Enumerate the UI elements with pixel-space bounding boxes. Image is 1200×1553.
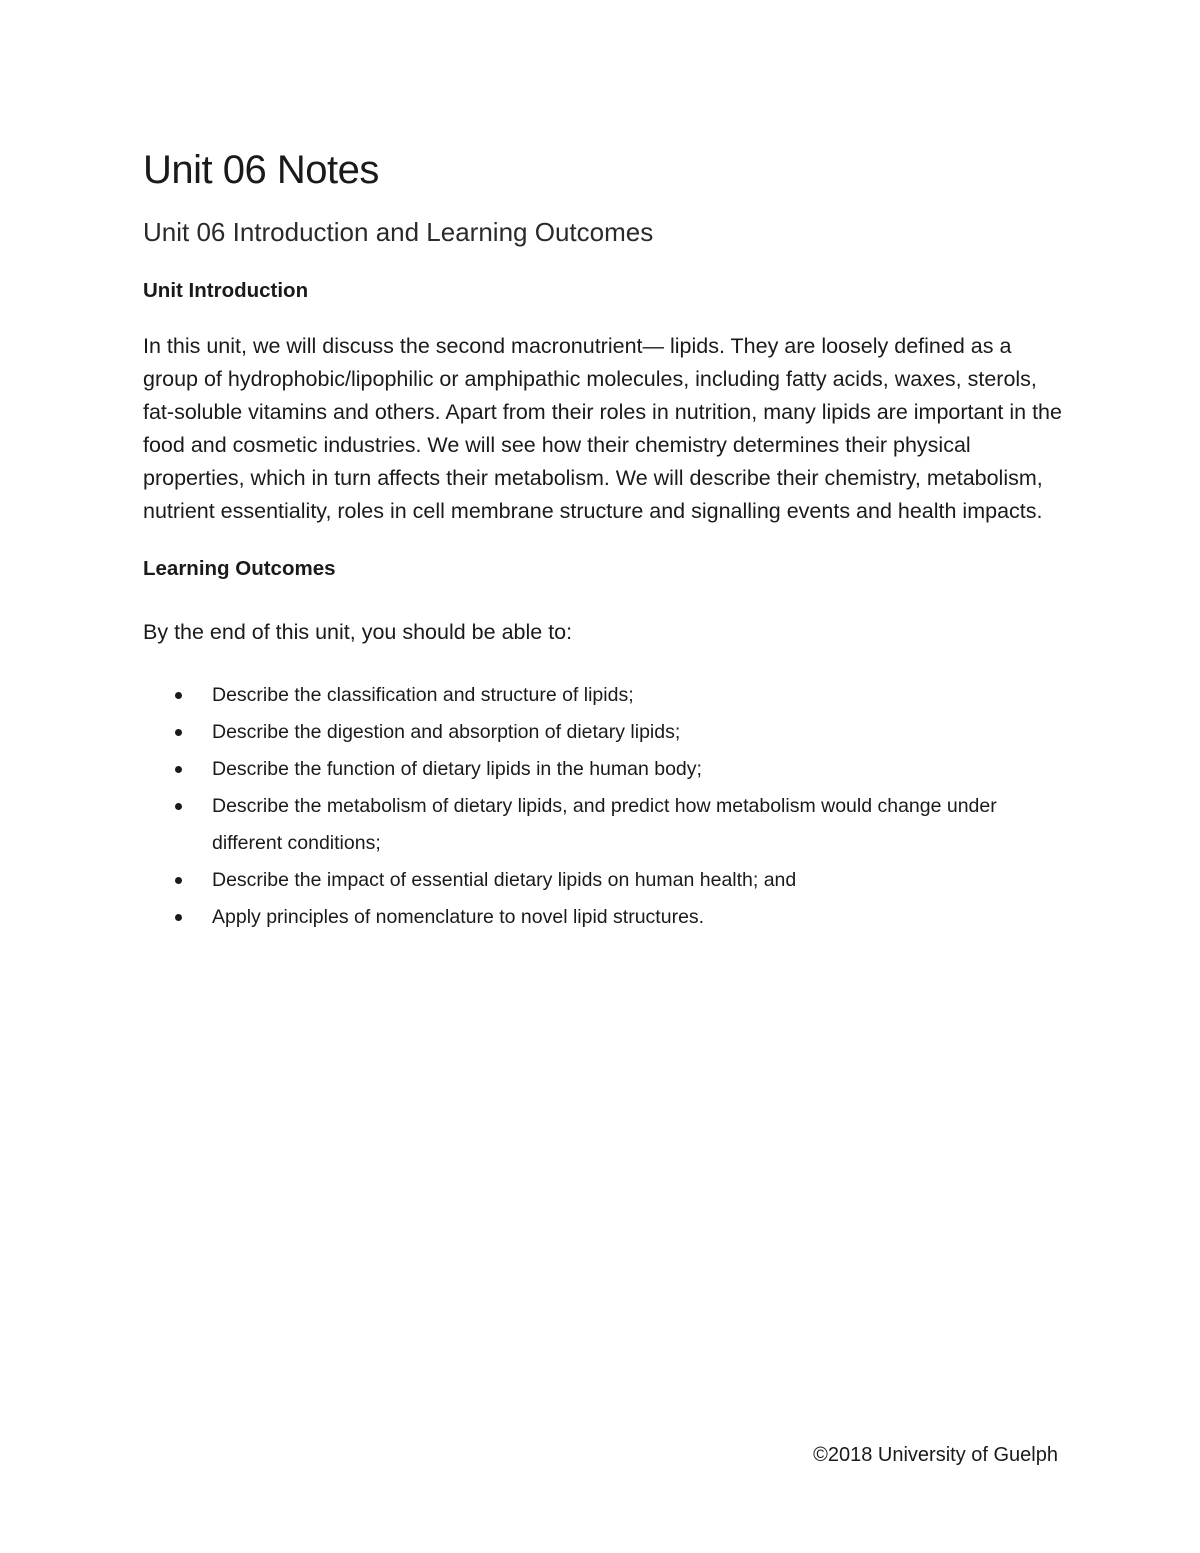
learning-outcome-item xyxy=(143,899,1072,936)
unit-introduction-paragraph: In this unit, we will discuss the second macronutrient— lipids. They are loosely defined as a group of hydrophobic/lipophilic or amphipathic molecules, including fatty acids, waxes, sterols, fat-soluble vitamins and others. Apart from their roles in nutrition, many lipids are important in the food and cosmetic industries. We will see how their chemistry determines their physical properties, which in turn affects their metabolism. We will describe their chemistry, metabolism, nutrient essentiality, roles in cell membrane structure and signalling events and health impacts. xyxy=(143,334,1062,523)
learning-outcome-text: Describe the classification and structure of lipids; xyxy=(212,684,634,706)
bullet-icon xyxy=(175,692,182,699)
learning-outcome-item xyxy=(143,751,1072,788)
learning-outcome-item xyxy=(143,862,1072,899)
learning-outcome-text: Describe the digestion and absorption of dietary lipids; xyxy=(212,721,681,743)
learning-outcome-text: Apply principles of nomenclature to novel lipid structures. xyxy=(212,906,705,928)
learning-outcome-text: Describe the impact of essential dietary lipids on human health; and xyxy=(212,869,797,891)
learning-outcome-item xyxy=(143,788,1072,862)
document-content xyxy=(143,142,1073,936)
bullet-icon xyxy=(175,766,182,773)
learning-outcome-item xyxy=(143,677,1072,714)
bullet-icon xyxy=(175,729,182,736)
bullet-icon xyxy=(175,803,182,810)
learning-outcome-text: Describe the metabolism of dietary lipids, and predict how metabolism would change under different conditions; xyxy=(212,795,997,854)
document-title: Unit 06 Notes xyxy=(143,148,379,192)
bullet-icon xyxy=(175,914,182,921)
section-title: Unit 06 Introduction and Learning Outcomes xyxy=(143,217,654,247)
learning-outcomes-heading: Learning Outcomes xyxy=(143,557,336,580)
bullet-icon xyxy=(175,877,182,884)
learning-outcome-item xyxy=(143,714,1072,751)
copyright-footer: ©2018 University of Guelph xyxy=(813,1444,1058,1466)
unit-introduction-heading: Unit Introduction xyxy=(143,279,309,302)
learning-outcomes-lead: By the end of this unit, you should be able to: xyxy=(143,620,573,644)
learning-outcomes-list xyxy=(143,677,1073,936)
learning-outcome-text: Describe the function of dietary lipids in the human body; xyxy=(212,758,702,780)
